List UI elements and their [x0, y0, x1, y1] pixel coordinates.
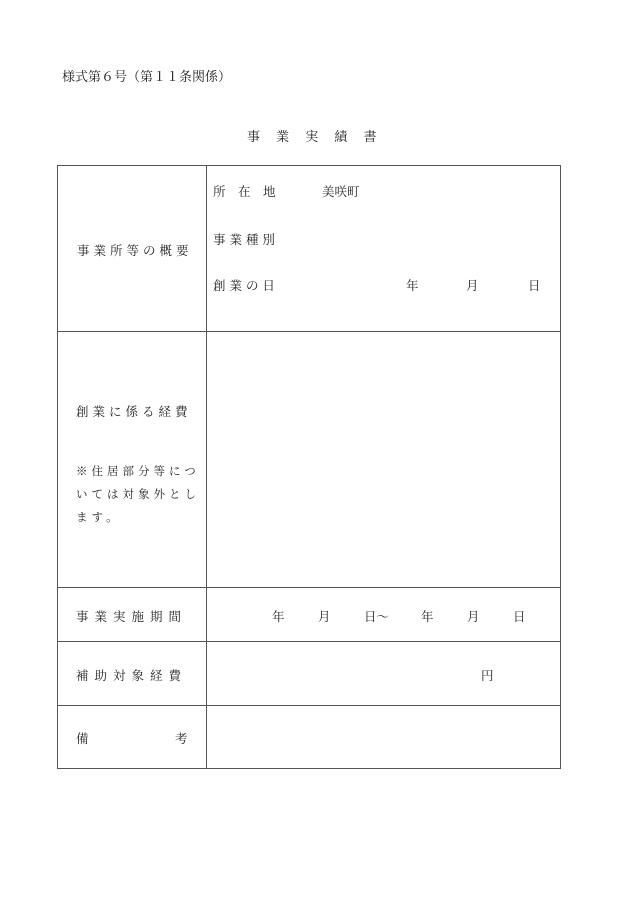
form-number: 様式第６号（第１１条関係）	[62, 70, 232, 85]
startup-costs-label: 創業に係る経費	[76, 404, 192, 419]
note-line: ※住居部分等につ	[76, 464, 200, 478]
note-line: ます。	[76, 510, 122, 524]
founding-month: 月	[466, 278, 479, 293]
period-end-month: 月	[467, 609, 480, 624]
founding-day: 日	[528, 278, 541, 293]
period-start-day: 日～	[364, 609, 390, 624]
founding-year: 年	[406, 278, 419, 293]
remarks-field[interactable]	[207, 706, 560, 768]
startup-costs-field[interactable]	[207, 332, 560, 587]
period-end-year: 年	[421, 609, 434, 624]
subsidy-unit: 円	[481, 668, 494, 683]
overview-label: 事業所等の概要	[77, 243, 193, 258]
founding-date-label: 創 業 の 日	[213, 278, 275, 293]
period-label: 事業実施期間	[76, 609, 188, 624]
remarks-label-right: 考	[175, 731, 188, 746]
note-line: いては対象外とし	[76, 487, 200, 501]
location-value[interactable]: 美咲町	[322, 184, 360, 199]
period-start-year: 年	[272, 609, 285, 624]
period-start-month: 月	[318, 609, 331, 624]
location-label: 所 在 地	[213, 184, 276, 199]
business-type-label: 事 業 種 別	[213, 232, 275, 247]
subsidy-label: 補助対象経費	[76, 668, 188, 683]
remarks-label-left: 備	[76, 731, 89, 746]
page-title: 事 業 実 績 書	[247, 130, 383, 145]
period-end-day: 日	[513, 609, 526, 624]
